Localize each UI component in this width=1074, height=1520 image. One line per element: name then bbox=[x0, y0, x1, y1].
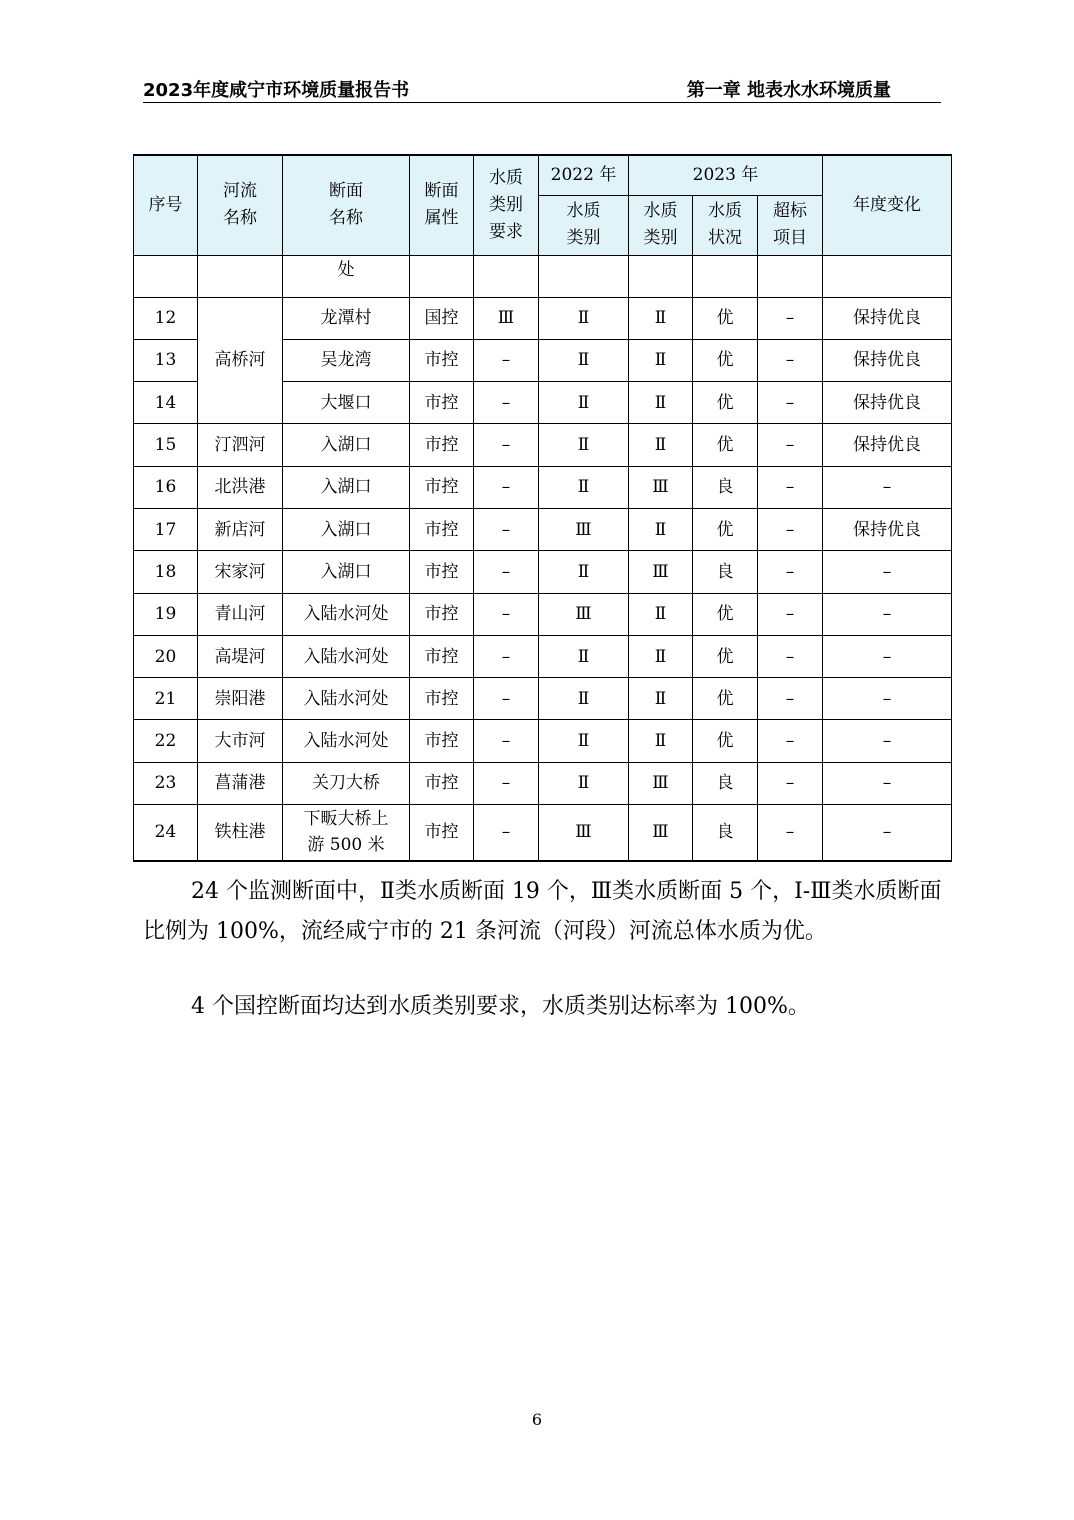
table-row: 13 吴龙湾 市控 – Ⅱ Ⅱ 优 – 保持优良 bbox=[134, 339, 952, 381]
table-row: 19 青山河 入陆水河处 市控 – Ⅲ Ⅱ 优 – – bbox=[134, 593, 952, 635]
table-row: 16 北洪港 入湖口 市控 – Ⅱ Ⅲ 良 – – bbox=[134, 466, 952, 508]
national-control-paragraph: 4 个国控断面均达到水质类别要求，水质类别达标率为 100%。 bbox=[191, 994, 810, 1019]
header-seq: 序号 bbox=[134, 155, 198, 255]
header-change: 年度变化 bbox=[823, 155, 952, 255]
table-row: 24 铁柱港 下畈大桥上 游 500 米 市控 – Ⅲ Ⅲ 良 – – bbox=[134, 805, 952, 861]
table-row: 20 高堤河 入陆水河处 市控 – Ⅱ Ⅱ 优 – – bbox=[134, 635, 952, 677]
header-river: 河流 名称 bbox=[198, 155, 283, 255]
page-header bbox=[143, 76, 941, 103]
chapter-title: 第一章 地表水水环境质量 bbox=[686, 80, 891, 101]
table-row-continuation bbox=[134, 255, 952, 297]
table-row: 23 菖蒲港 关刀大桥 市控 – Ⅱ Ⅲ 良 – – bbox=[134, 762, 952, 804]
header-status-2023: 水质 状况 bbox=[693, 195, 758, 255]
table-row: 22 大市河 入陆水河处 市控 – Ⅱ Ⅱ 优 – – bbox=[134, 720, 952, 762]
river-name: 高桥河 bbox=[198, 297, 283, 424]
table-row: 14 大堰口 市控 – Ⅱ Ⅱ 优 – 保持优良 bbox=[134, 382, 952, 424]
continuation-text: 处 bbox=[283, 255, 410, 297]
table-row: 18 宋家河 入湖口 市控 – Ⅱ Ⅲ 良 – – bbox=[134, 551, 952, 593]
summary-paragraph: 24 个监测断面中，Ⅱ类水质断面 19 个，Ⅲ类水质断面 5 个，Ⅰ-Ⅲ类水质断面比例为 100%，流经咸宁市的 21 条河流（河段）河流总体水质为优。 bbox=[143, 879, 942, 944]
table-row: 15 汀泗河 入湖口 市控 – Ⅱ Ⅱ 优 – 保持优良 bbox=[134, 424, 952, 466]
header-section: 断面 名称 bbox=[283, 155, 410, 255]
header-attr: 断面 属性 bbox=[410, 155, 474, 255]
page-number: 6 bbox=[531, 1410, 543, 1429]
header-requirement: 水质 类别 要求 bbox=[474, 155, 539, 255]
header-2022: 2022 年 bbox=[539, 155, 629, 195]
water-quality-table bbox=[133, 154, 952, 862]
table-row: 17 新店河 入湖口 市控 – Ⅲ Ⅱ 优 – 保持优良 bbox=[134, 508, 952, 550]
header-class-2022: 水质 类别 bbox=[539, 195, 629, 255]
table-row: 21 崇阳港 入陆水河处 市控 – Ⅱ Ⅱ 优 – – bbox=[134, 678, 952, 720]
table-header bbox=[134, 155, 952, 255]
header-exceed-2023: 超标 项目 bbox=[758, 195, 823, 255]
header-class-2023: 水质 类别 bbox=[629, 195, 693, 255]
report-title: 2023年度咸宁市环境质量报告书 bbox=[143, 80, 410, 101]
header-2023: 2023 年 bbox=[629, 155, 823, 195]
table-row: 12 高桥河 龙潭村 国控 Ⅲ Ⅱ Ⅱ 优 – 保持优良 bbox=[134, 297, 952, 339]
